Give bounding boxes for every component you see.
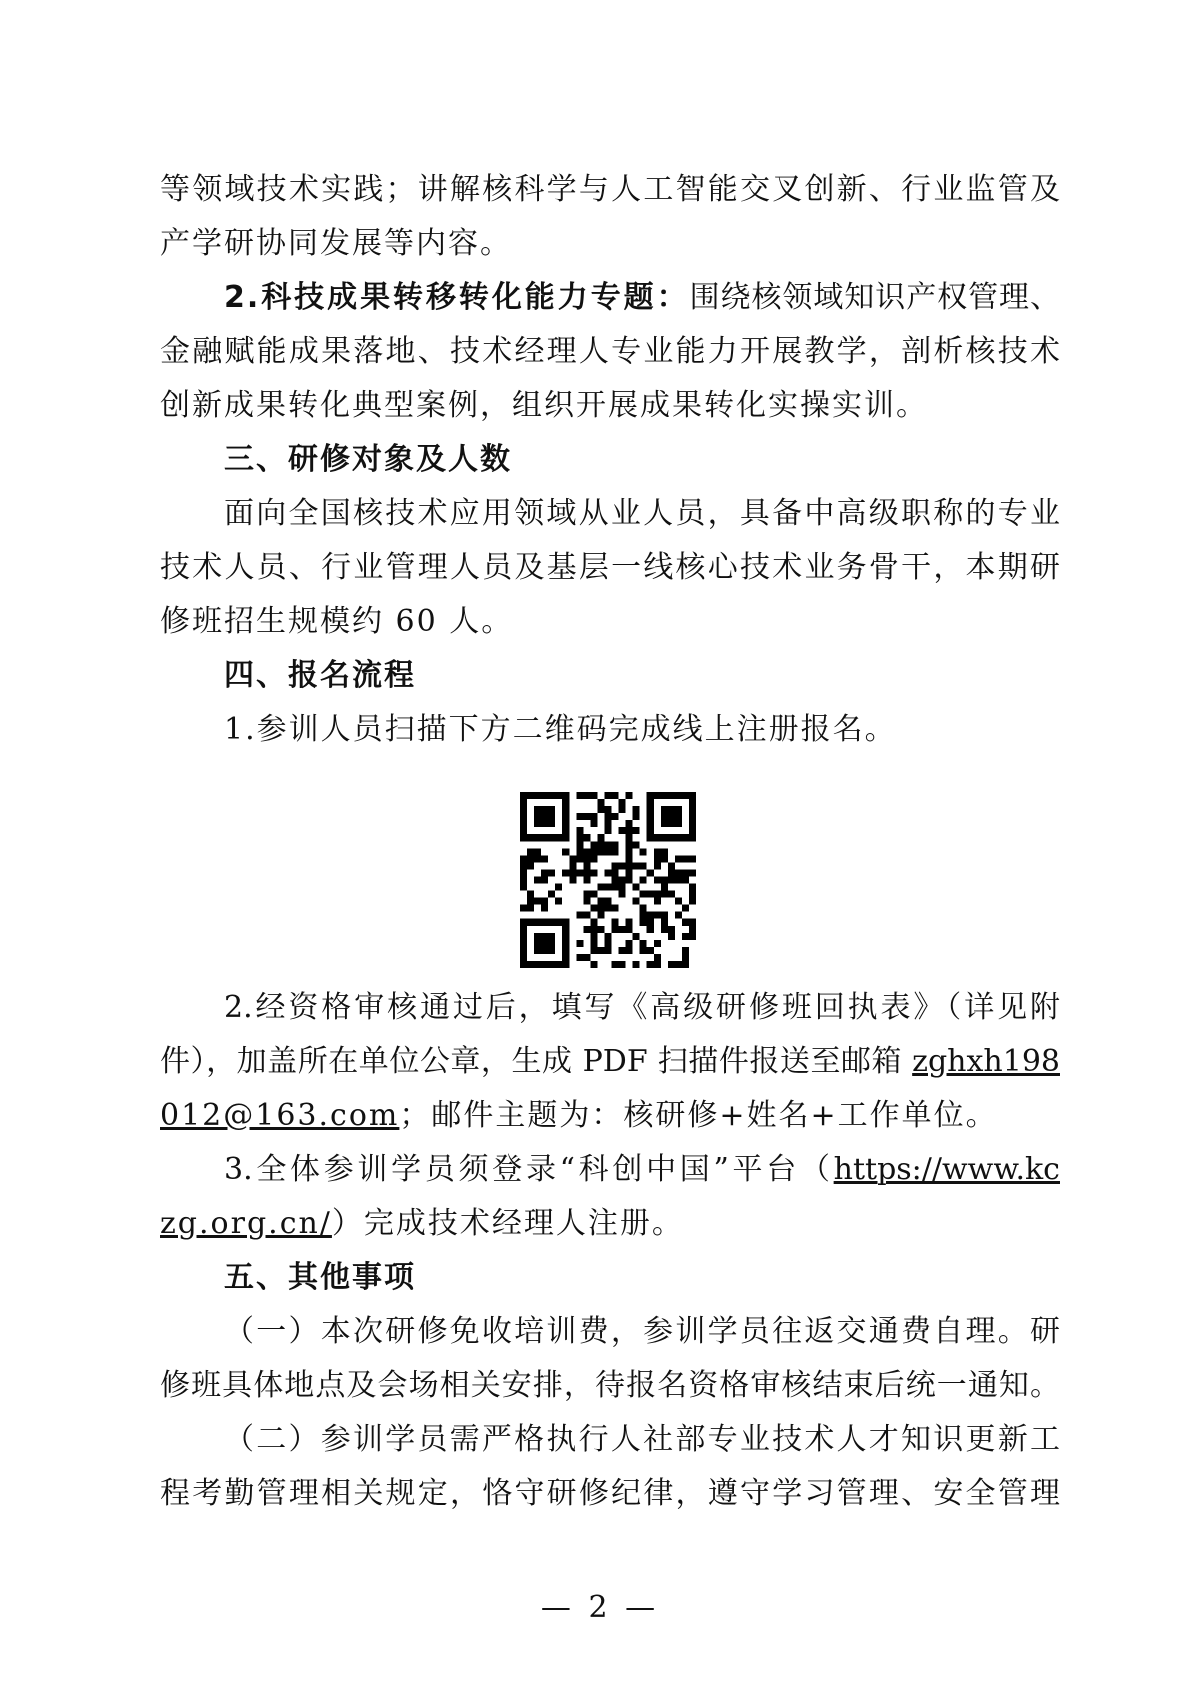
step3-line1-prefix: 3.全体参训学员须登录“科创中国”平台（ bbox=[224, 1152, 834, 1187]
section-3-heading: 三、研修对象及人数 bbox=[224, 442, 512, 477]
step2-line3 bbox=[160, 1094, 1060, 1138]
p5b-line2: 程考勤管理相关规定，恪守研修纪律，遵守学习管理、安全管理 bbox=[160, 1476, 1060, 1511]
page-number: — 2 — bbox=[540, 1590, 660, 1625]
p5a-line2: 修班具体地点及会场相关安排，待报名资格审核结束后统一通知。 bbox=[160, 1368, 1060, 1403]
p5a-line1: （一）本次研修免收培训费，参训学员往返交通费自理。研 bbox=[224, 1314, 1060, 1349]
p2-line2: 金融赋能成果落地、技术经理人专业能力开展教学，剖析核技术 bbox=[160, 334, 1060, 369]
p1-line1: 等领域技术实践；讲解核科学与人工智能交叉创新、行业监管及 bbox=[160, 172, 1060, 207]
step2-line1: 2.经资格审核通过后，填写《高级研修班回执表》（详见附 bbox=[224, 990, 1060, 1025]
p2-line1 bbox=[224, 276, 1060, 320]
email-link-part1[interactable]: zghxh198 bbox=[912, 1044, 1060, 1079]
p3-line2: 技术人员、行业管理人员及基层一线核心技术业务骨干，本期研 bbox=[160, 550, 1060, 585]
step2-line2-prefix: 件），加盖所在单位公章，生成 PDF 扫描件报送至邮箱 bbox=[160, 1044, 913, 1079]
step2-line3-rest: ；邮件主题为：核研修+姓名+工作单位。 bbox=[399, 1098, 998, 1133]
p1-line2: 产学研协同发展等内容。 bbox=[160, 226, 512, 261]
url-link-part2[interactable]: zg.org.cn/ bbox=[160, 1206, 332, 1241]
registration-qr-code[interactable] bbox=[520, 792, 696, 968]
step3-line2 bbox=[160, 1202, 1060, 1246]
p3-line1: 面向全国核技术应用领域从业人员，具备中高级职称的专业 bbox=[224, 496, 1060, 531]
step1-line1: 1.参训人员扫描下方二维码完成线上注册报名。 bbox=[224, 712, 897, 747]
section-4-heading: 四、报名流程 bbox=[224, 658, 416, 693]
url-link-part1[interactable]: https://www.kc bbox=[833, 1152, 1060, 1187]
p2-heading: 2.科技成果转移转化能力专题： bbox=[224, 280, 690, 315]
p2-line3: 创新成果转化典型案例，组织开展成果转化实操实训。 bbox=[160, 388, 928, 423]
section-5-heading: 五、其他事项 bbox=[224, 1260, 416, 1295]
step3-line2-rest: ）完成技术经理人注册。 bbox=[331, 1206, 684, 1241]
p3-line3: 修班招生规模约 60 人。 bbox=[160, 604, 514, 639]
step2-line2 bbox=[160, 1040, 1060, 1084]
p2-line1-rest: 围绕核领域知识产权管理、 bbox=[689, 280, 1060, 315]
email-link-part2[interactable]: 012@163.com bbox=[160, 1098, 400, 1133]
step3-line1 bbox=[224, 1148, 1060, 1192]
p5b-line1: （二）参训学员需严格执行人社部专业技术人才知识更新工 bbox=[224, 1422, 1060, 1457]
